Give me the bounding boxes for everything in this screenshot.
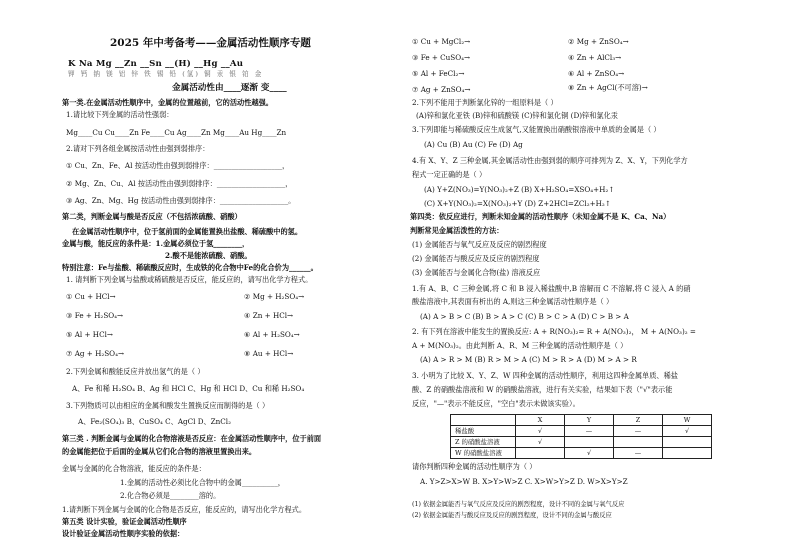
s2-reaction-7: ⑦ Ag + H₂SO₄→ bbox=[66, 349, 124, 358]
r-q4: 4.有 X、Y、Z 三种金属,其金属活动性由强到弱的顺序可排列为 Z、X、Y，下列化学方 bbox=[412, 156, 688, 165]
table-cell: Z 的硝酸盐溶液 bbox=[451, 437, 516, 448]
s1-q2: 2.请对下列各组金属按活动性由强到弱排序： bbox=[66, 144, 210, 153]
s2-q3-options: A、Fe₂(SO₄)₃ B、CuSO₄ C、AgCl D、ZnCl₂ bbox=[78, 417, 231, 426]
s4-q2-b: A + M(NO₃)₂。由此判断 A、R、M 三种金属的活动性顺序是（ ） bbox=[412, 341, 628, 350]
section-4-heading: 第四类：依反应进行，判断未知金属的活动性顺序（未知金属不是 K、Ca、Na） bbox=[410, 212, 671, 221]
r-q4-ab: (A) Y+Z(NO₃)=Y(NO₃)₂+Z (B) X+H₂SO₄=XSO₄+H₂↑ bbox=[424, 185, 615, 194]
table-cell: — bbox=[614, 426, 663, 437]
table-cell: √ bbox=[565, 448, 614, 459]
s4-q2: 2. 有下列在溶液中能发生的置换反应: A + R(NO₃)₂= R + A(NO₃)₂， M + A(NO₃)₂ = bbox=[412, 327, 696, 336]
s4-method-3: (3) 金属能否与金属化合物(盐) 溶液反应 bbox=[412, 268, 541, 277]
s4-q3-c: 反应，"—"表示不能反应，"空白"表示未做该实验）。 bbox=[412, 399, 580, 408]
r-reaction-1: ① Cu + MgCl₂→ bbox=[412, 37, 471, 46]
section-2-heading: 第二类，判断金属与酸是否反应（不包括浓硫酸、硝酸） bbox=[62, 212, 242, 221]
note-2: (2) 依据金属能否与酸反应及反应的剧烈程度，设计不同的金属与酸反应 bbox=[412, 512, 612, 519]
r-reaction-2: ② Mg + ZnSO₄→ bbox=[568, 37, 629, 46]
table-cell: W bbox=[663, 415, 712, 426]
s2-reaction-5: ⑤ Al + HCl→ bbox=[66, 330, 113, 339]
table-cell: X bbox=[516, 415, 565, 426]
s5-p1: 设计验证金属活动性顺序实验的依据： bbox=[62, 529, 185, 538]
r-q3-options: (A) Cu (B) Au (C) Fe (D) Ag bbox=[424, 140, 523, 149]
table-cell: — bbox=[565, 426, 614, 437]
s2-reaction-6: ⑥ Al + H₂SO₄→ bbox=[244, 330, 300, 339]
s3-p2: 1.金属的活动性必须比化合物中的金属__________， bbox=[120, 478, 285, 487]
s2-q2-options: A、Fe 和稀 H₂SO₄ B、Ag 和 HCl C、Hg 和 HCl D、Cu 和稀 H₂SO₄ bbox=[72, 384, 305, 393]
table-cell bbox=[565, 437, 614, 448]
s1-group-1: ① Cu、Zn、Fe、Al 按活动性由强到弱排序：___________________， bbox=[66, 161, 290, 170]
table-cell: — bbox=[614, 448, 663, 459]
s4-q1: 1.有 A、B、C 三种金属,将 C 和 B 浸入稀盐酸中,B 溶解而 C 不溶解,将 C 浸入 A 的硝 bbox=[412, 284, 691, 293]
s3-p1: 金属与金属的化合物溶液，能反应的条件是： bbox=[62, 464, 206, 473]
s2-p2: 金属与酸，能反应的条件是：1.金属必须位于氢________， bbox=[62, 239, 250, 248]
s1-group-3: ③ Ag、Zn、Mg、Hg 按活动性由强到弱排序：___________________。 bbox=[66, 196, 296, 205]
s2-p1: 在金属活动性顺序中，位于氢前面的金属能置换出盐酸、稀硫酸中的氢。 bbox=[72, 227, 303, 236]
table-cell bbox=[451, 415, 516, 426]
s4-method-1: (1) 金属能否与氧气反应及反应的剧烈程度 bbox=[412, 240, 547, 249]
s2-q1: 1. 请判断下列金属与盐酸或稀硫酸是否反应，能反应的，请写出化学方程式。 bbox=[66, 275, 313, 284]
table-cell bbox=[614, 437, 663, 448]
r-reaction-4: ④ Zn + AlCl₃→ bbox=[568, 53, 622, 62]
table-row bbox=[451, 437, 712, 448]
s4-q2-options: (A) A > R > M (B) R > M > A (C) M > R > A (D) M > A > R bbox=[420, 355, 637, 364]
s4-q3-b: 酸、Z 的硝酸盐溶液和 W 的硝酸盐溶液，进行有关实验，结果如下表（"√"表示能 bbox=[412, 385, 673, 394]
s2-reaction-3: ③ Fe + H₂SO₄→ bbox=[66, 311, 124, 320]
page-title: 2025 年中考备考——金属活动性顺序专题 bbox=[110, 37, 311, 49]
r-q2: 2.下列不能用于判断氯化锌的一组原料是（ ） bbox=[412, 98, 558, 107]
table-cell: √ bbox=[663, 426, 712, 437]
r-reaction-3: ③ Fe + CuSO₄→ bbox=[412, 53, 471, 62]
r-reaction-6: ⑥ Al + ZnSO₄→ bbox=[568, 69, 625, 78]
s2-reaction-4: ④ Zn + HCl→ bbox=[244, 311, 294, 320]
table-cell: 稀盐酸 bbox=[451, 426, 516, 437]
activity-series-names: 钾 钙 钠 镁 铝 锌 铁 锡 铅 (氢) 铜 汞 银 铂 金 bbox=[68, 70, 264, 78]
s4-q3-options: A. Y>Z>X>W B. X>Y>W>Z C. X>W>Y>Z D. W>X>Y>Z bbox=[420, 477, 628, 486]
s2-reaction-2: ② Mg + H₂SO₄→ bbox=[244, 292, 305, 301]
s1-pairs: Mg____Cu Cu____Zn Fe____Cu Ag____Zn Mg____Au Hg____Zn bbox=[66, 128, 287, 137]
table-cell bbox=[663, 437, 712, 448]
table-cell: √ bbox=[516, 437, 565, 448]
table-header-row bbox=[451, 415, 712, 426]
s1-q1: 1.请比较下列金属的活动性强弱： bbox=[66, 110, 174, 119]
table-cell: W 的硝酸盐溶液 bbox=[451, 448, 516, 459]
table-row bbox=[451, 448, 712, 459]
table-cell bbox=[663, 448, 712, 459]
s4-q3: 3. 小明为了比较 X、Y、Z、W 四种金属的活动性顺序，利用这四种金属单质、稀盐 bbox=[412, 371, 678, 380]
table-cell: Z bbox=[614, 415, 663, 426]
table-row bbox=[451, 426, 712, 437]
r-q2-options: (A)锌和氯化亚铁 (B)锌和硫酸镁 (C)锌和氯化铜 (D)锌和氯化汞 bbox=[416, 111, 618, 120]
s2-p4: 特别注意：Fe与盐酸、稀硫酸反应时，生成铁的化合物中Fe的化合价为______。 bbox=[62, 263, 318, 272]
s4-method-2: (2) 金属能否与酸反应及反应的剧烈程度 bbox=[412, 254, 540, 263]
s2-q3: 3.下列物质可以由相应的金属和酸发生置换反应而制得的是（ ） bbox=[66, 401, 270, 410]
r-q4-b: 程式一定正确的是（ ） bbox=[412, 170, 487, 179]
section-3-heading: 第三类 . 判断金属与金属的化合物溶液是否反应：在金属活动性顺序中，位于前面 bbox=[62, 434, 322, 443]
r-reaction-8: ⑧ Zn + AgCl(不可溶)→ bbox=[568, 83, 648, 92]
r-reaction-5: ⑤ Al + FeCl₂→ bbox=[412, 69, 465, 78]
section-3-heading-2: 的金属能把位于后面的金属从它们化合物的溶液里置换出来。 bbox=[62, 447, 257, 456]
note-1: (1) 依据金属能否与氧气反应及反应的剧烈程度，设计不同的金属与氧气反应 bbox=[412, 501, 625, 508]
s4-q1-options: (A) A > B > C (B) B > A > C (C) B > C > A (D) C > B > A bbox=[420, 312, 629, 321]
activity-series: K Na Mg __Zn __Sn __(H) __Hg __Au bbox=[68, 59, 244, 69]
s4-q3-d: 请你判断四种金属的活动性顺序为（ ） bbox=[412, 462, 537, 471]
section-5-heading: 第五类 设计实验，验证金属活动性顺序 bbox=[62, 517, 187, 526]
activity-trend-label: 金属活动性由____逐渐 变____ bbox=[172, 83, 287, 93]
table-cell bbox=[516, 448, 565, 459]
s2-p3: 2.酸不是能浓硫酸、硝酸。 bbox=[165, 251, 252, 260]
s3-q1: 1.请判断下列金属与金属的化合物是否反应，能反应的，请写出化学方程式。 bbox=[62, 505, 307, 514]
r-q4-cd: (C) X+Y(NO₃)₂=X(NO₃)₂+Y (D) Z+2HCl=ZCl₂+H₂↑ bbox=[424, 199, 611, 208]
s4-q1-b: 酸盐溶液中,其表面有析出的 A,则这三种金属活动性顺序是（ ） bbox=[412, 297, 614, 306]
s2-reaction-1: ① Cu + HCl→ bbox=[66, 292, 116, 301]
s2-q2: 2.下列金属和酸能反应并放出氢气的是（ ） bbox=[66, 367, 205, 376]
s2-reaction-8: ⑧ Au + HCl→ bbox=[244, 349, 294, 358]
s1-group-2: ② Mg、Zn、Cu、Al 按活动性由强到弱排序：___________________， bbox=[66, 179, 293, 188]
s4-methods-title: 判断常见金属活泼性的方法： bbox=[410, 226, 504, 235]
r-reaction-7: ⑦ Ag + ZnSO₄→ bbox=[412, 85, 471, 94]
r-q3: 3.下列即能与稀硫酸反应生成氢气,又能置换出硝酸银溶液中单质的金属是（ ） bbox=[412, 125, 661, 134]
section-1-heading: 第一类.在金属活动性顺序中，金属的位置越前，它的活动性越强。 bbox=[62, 98, 273, 107]
table-cell: √ bbox=[516, 426, 565, 437]
s3-p3: 2.化合物必须是________溶的。 bbox=[120, 491, 221, 500]
experiment-table bbox=[450, 414, 712, 459]
table-cell: Y bbox=[565, 415, 614, 426]
